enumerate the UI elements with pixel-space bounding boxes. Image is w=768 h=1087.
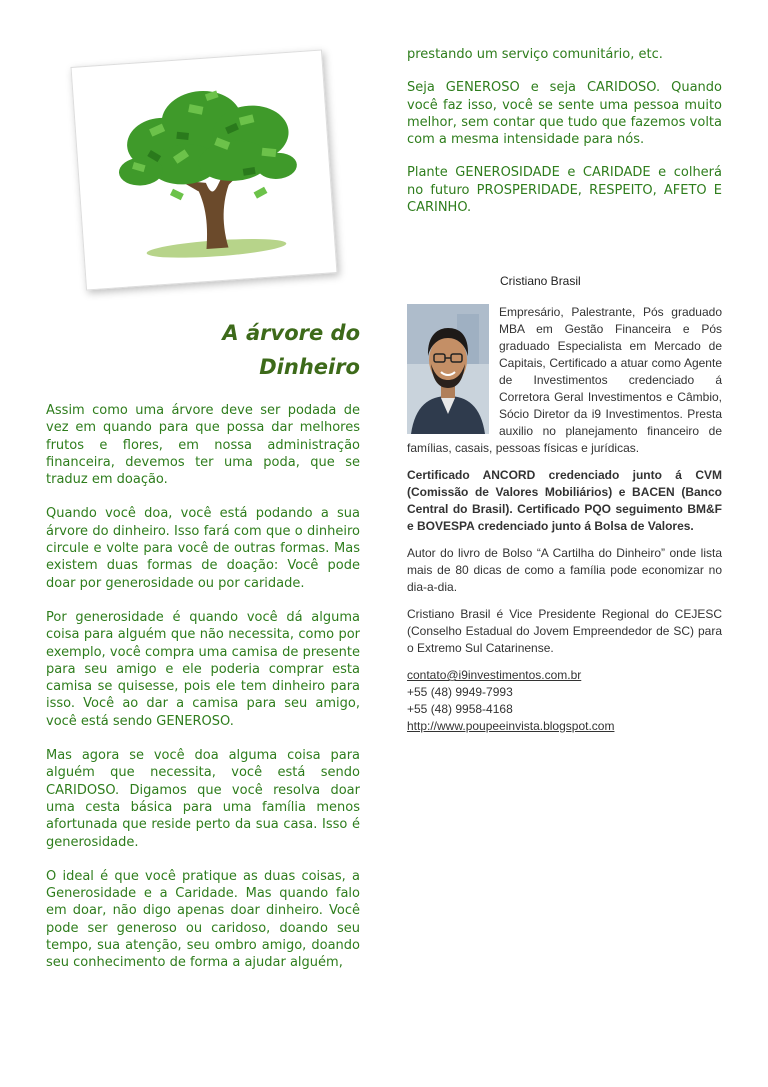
paragraph-6: Seja GENEROSO e seja CARIDOSO. Quando você faz isso, você se sente uma pessoa muito melhor, sem contar que tudo que fazemos volta com a mesma intensidade para nós. bbox=[407, 80, 722, 148]
money-tree-photo bbox=[70, 49, 337, 290]
article-body-left bbox=[46, 402, 360, 989]
paragraph-1: Assim como uma árvore deve ser podada de vez em quando para que possa dar melhores frutos e flores, em nossa administração financeira, devemos ter uma poda, que se traduz em doação. bbox=[46, 403, 360, 488]
money-tree-icon bbox=[86, 63, 321, 276]
phone-2: +55 (48) 9958-4168 bbox=[407, 702, 513, 716]
author-portrait-container bbox=[407, 304, 499, 434]
paragraph-4: Mas agora se você doa alguma coisa para alguém que necessita, você está sendo CARIDOSO. Digamos que você resolva doar uma cesta básica para uma família menos afortunada que reside perto da sua casa. Isso é generosidade. bbox=[46, 748, 360, 850]
title-line-2: Dinheiro bbox=[259, 355, 360, 379]
title-line-1: A árvore do bbox=[222, 321, 360, 345]
author-book: Autor do livro de Bolso “A Cartilha do Dinheiro” onde lista mais de 80 dicas de como a família pode economizar no dia-a-dia. bbox=[407, 546, 722, 594]
author-portrait-icon bbox=[407, 304, 489, 434]
paragraph-5: O ideal é que você pratique as duas coisas, a Generosidade e a Caridade. Mas quando falo em doar, não digo apenas doar dinheiro. Você pode ser generoso ou caridoso, doando seu tempo, sua atenção, seu ombro amigo, doando seu conhecimento de forma a ajudar alguém, bbox=[46, 868, 360, 971]
paragraph-2: Quando você doa, você está podando a sua árvore do dinheiro. Isso fará com que o dinheiro circule e volte para você de outras formas. Mas existem duas formas de doação: Você pode doar por generosidade ou por caridade. bbox=[46, 506, 360, 591]
author-role: Cristiano Brasil é Vice Presidente Regional do CEJESC (Conselho Estadual do Jovem Empreendedor de SC) para o Extremo Sul Catarinense. bbox=[407, 607, 722, 655]
email-link[interactable]: contato@i9investimentos.com.br bbox=[407, 668, 582, 682]
paragraph-3: Por generosidade é quando você dá alguma coisa para alguém que não necessita, como por exemplo, você compra uma camisa de presente para seu amigo e ele poderia comprar esta camisa se quisesse, pois ele tem dinheiro para isso. Você ao dar a camisa para seu amigo, você está sendo GENEROSO. bbox=[46, 609, 360, 729]
author-contacts bbox=[407, 667, 722, 735]
author-bio-section bbox=[407, 304, 722, 735]
author-certification: Certificado ANCORD credenciado junto á CVM (Comissão de Valores Mobiliários) e BACEN (Banco Central do Brasil). Certificado PQO seguimento BM&F e BOVESPA credenciado junto á Bolsa de Valores. bbox=[407, 468, 722, 533]
paragraph-7: Plante GENEROSIDADE e CARIDADE e colherá no futuro PROSPERIDADE, RESPEITO, AFETO E CARINHO. bbox=[407, 165, 722, 216]
phone-1: +55 (48) 9949-7993 bbox=[407, 685, 513, 699]
website-link[interactable]: http://www.poupeeinvista.blogspot.com bbox=[407, 719, 615, 733]
author-bio: Empresário, Palestrante, Pós graduado MBA em Gestão Financeira e Pós graduado Especialista em Mercado de Capitais, Certificado a atuar como Agente de Investimentos credenciado á Corretora Geral Investimentos e Câmbio, Sócio Diretor da i9 Investimentos. Presta auxilio no planejamento financeiro de famílias, casais, pessoas físicas e jurídicas. bbox=[407, 305, 722, 455]
article-title bbox=[150, 316, 360, 384]
author-name: Cristiano Brasil bbox=[500, 274, 581, 288]
paragraph-continuation: prestando um serviço comunitário, etc. bbox=[407, 47, 663, 62]
article-body-right bbox=[407, 46, 722, 232]
